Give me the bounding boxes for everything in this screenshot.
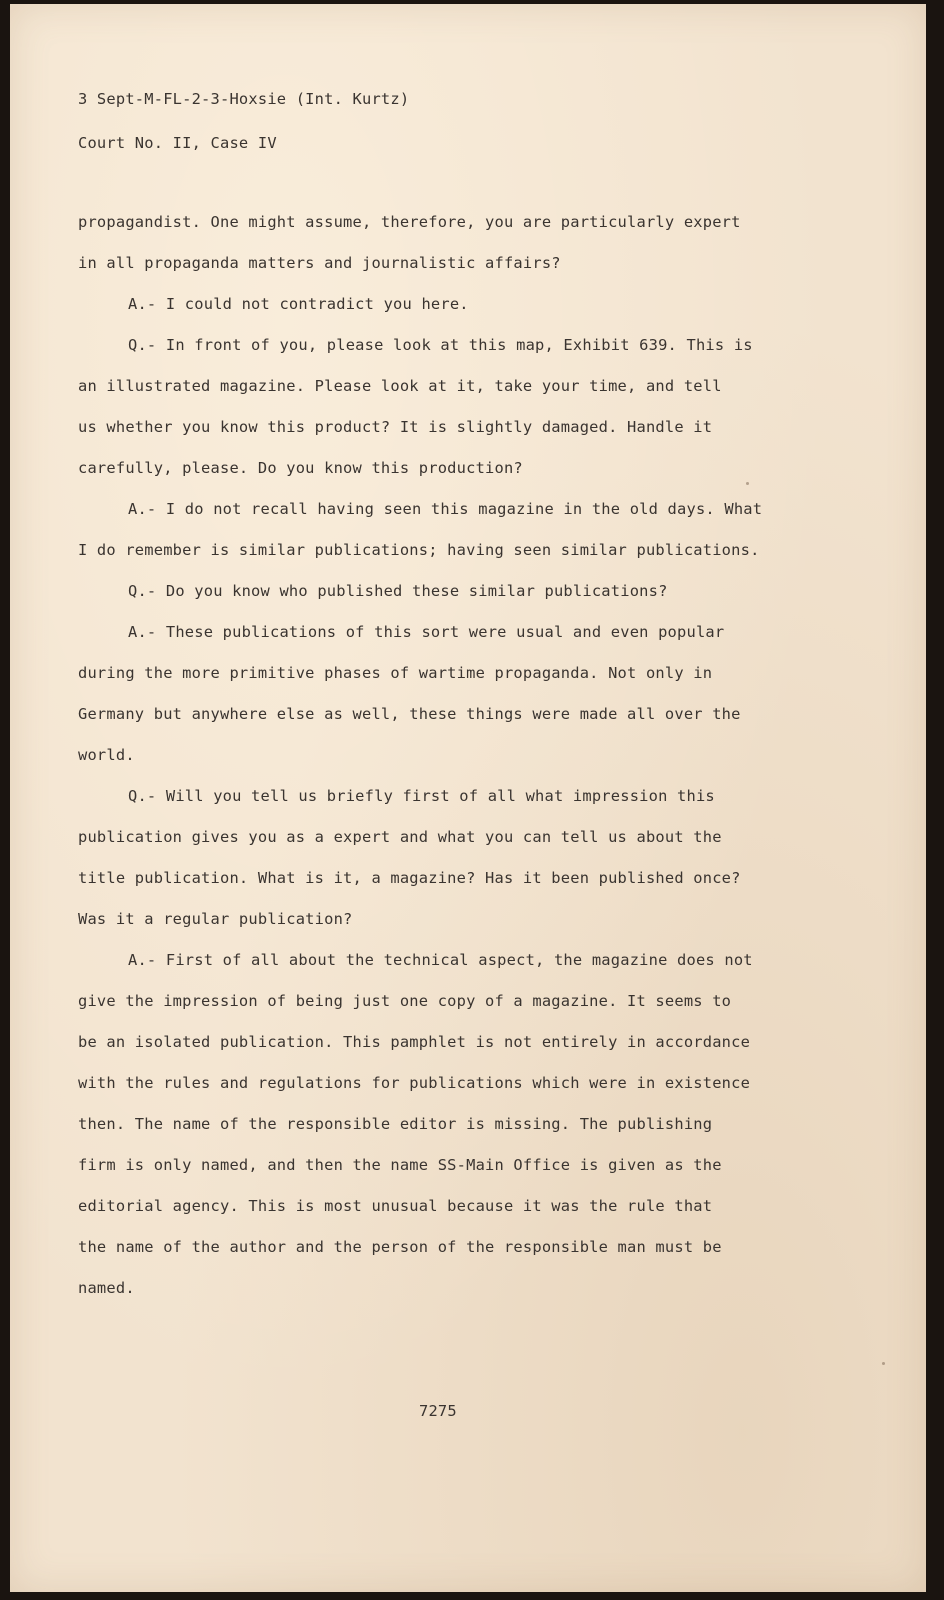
text-line: then. The name of the responsible editor is missing. The publishing bbox=[78, 1115, 713, 1133]
question-line: Q.- Do you know who published these similar publications? bbox=[128, 582, 668, 600]
header-case-reference: 3 Sept-M-FL-2-3-Hoxsie (Int. Kurtz) bbox=[78, 90, 410, 108]
paper-speck bbox=[882, 1362, 885, 1365]
text-line: world. bbox=[78, 746, 135, 764]
page-number: 7275 bbox=[419, 1402, 457, 1420]
text-line: title publication. What is it, a magazine? Has it been published once? bbox=[78, 869, 741, 887]
text-line: an illustrated magazine. Please look at it, take your time, and tell bbox=[78, 377, 722, 395]
text-line: be an isolated publication. This pamphlet is not entirely in accordance bbox=[78, 1033, 751, 1051]
transcript-body bbox=[78, 211, 818, 1318]
answer-line: A.- These publications of this sort were usual and even popular bbox=[128, 623, 725, 641]
answer-line: A.- I do not recall having seen this magazine in the old days. What bbox=[128, 500, 763, 518]
text-line: with the rules and regulations for publications which were in existence bbox=[78, 1074, 751, 1092]
text-line: Germany but anywhere else as well, these things were made all over the bbox=[78, 705, 741, 723]
text-line: in all propaganda matters and journalistic affairs? bbox=[78, 254, 561, 272]
text-line: carefully, please. Do you know this production? bbox=[78, 459, 523, 477]
text-line: during the more primitive phases of wartime propaganda. Not only in bbox=[78, 664, 713, 682]
answer-line: A.- I could not contradict you here. bbox=[128, 295, 469, 313]
text-line: Was it a regular publication? bbox=[78, 910, 353, 928]
text-line: I do remember is similar publications; having seen similar publications. bbox=[78, 541, 760, 559]
text-line: publication gives you as a expert and what you can tell us about the bbox=[78, 828, 722, 846]
text-line: editorial agency. This is most unusual because it was the rule that bbox=[78, 1197, 713, 1215]
answer-line: A.- First of all about the technical aspect, the magazine does not bbox=[128, 951, 753, 969]
question-line: Q.- Will you tell us briefly first of all what impression this bbox=[128, 787, 715, 805]
text-line: the name of the author and the person of the responsible man must be bbox=[78, 1238, 722, 1256]
header-court-case: Court No. II, Case IV bbox=[78, 134, 277, 152]
question-line: Q.- In front of you, please look at this map, Exhibit 639. This is bbox=[128, 336, 753, 354]
paper-speck bbox=[746, 482, 749, 485]
text-line: propagandist. One might assume, therefore, you are particularly expert bbox=[78, 213, 741, 231]
text-line: us whether you know this product? It is slightly damaged. Handle it bbox=[78, 418, 713, 436]
text-line: named. bbox=[78, 1279, 135, 1297]
text-line: give the impression of being just one copy of a magazine. It seems to bbox=[78, 992, 732, 1010]
document-page bbox=[10, 4, 926, 1592]
text-line: firm is only named, and then the name SS-Main Office is given as the bbox=[78, 1156, 722, 1174]
